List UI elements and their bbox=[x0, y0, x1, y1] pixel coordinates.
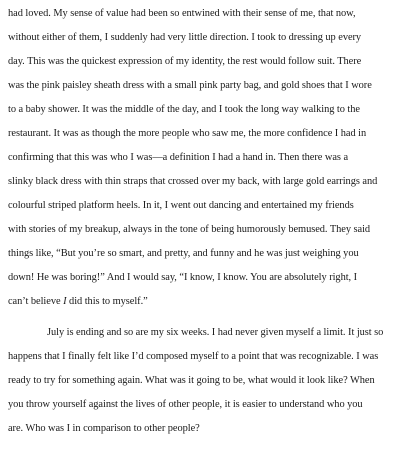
text-line: happens that I finally felt like I’d composed myself to a point that was recognizable. I was bbox=[8, 351, 379, 362]
text-line: things like, “But you’re so smart, and pretty, and funny and he was just weighing you bbox=[8, 248, 359, 259]
text-line: down! He was boring!” And I would say, “I know, I know. You are absolutely right, I bbox=[8, 272, 358, 283]
text-line: had loved. My sense of value had been so entwined with their sense of me, that now, bbox=[8, 8, 356, 19]
text-line: July is ending and so are my six weeks. I had never given myself a limit. It just so bbox=[47, 327, 384, 338]
text-segment: did this to myself.” bbox=[66, 296, 148, 307]
text-line: with stories of my breakup, always in the tone of being humorously bemused. They said bbox=[8, 224, 371, 235]
text-line: you throw yourself against the lives of other people, it is easier to understand who you bbox=[8, 399, 363, 410]
text-line: slinky black dress with thin straps that crossed over my back, with large gold earrings and bbox=[8, 176, 378, 187]
emphasized-text: I bbox=[63, 296, 67, 307]
text-line: colourful striped platform heels. In it, I went out dancing and entertained my friends bbox=[8, 200, 354, 211]
text-line: confirming that this was who I was—a definition I had a hand in. Then there was a bbox=[8, 152, 349, 163]
text-line: to a baby shower. It was the middle of the day, and I took the long way walking to the bbox=[8, 104, 360, 115]
text-segment: can’t believe bbox=[8, 296, 64, 307]
text-line: are. Who was I in comparison to other people? bbox=[8, 423, 200, 434]
text-line: without either of them, I suddenly had very little direction. I took to dressing up every bbox=[8, 32, 362, 43]
text-line bbox=[8, 296, 148, 308]
text-line: ready to try for something again. What was it going to be, what would it look like? When bbox=[8, 375, 375, 386]
text-line: was the pink paisley sheath dress with a small pink party bag, and gold shoes that I wore bbox=[8, 80, 372, 91]
text-line: restaurant. It was as though the more people who saw me, the more confidence I had in bbox=[8, 128, 367, 139]
text-line: day. This was the quickest expression of my identity, the rest would follow suit. There bbox=[8, 56, 362, 67]
